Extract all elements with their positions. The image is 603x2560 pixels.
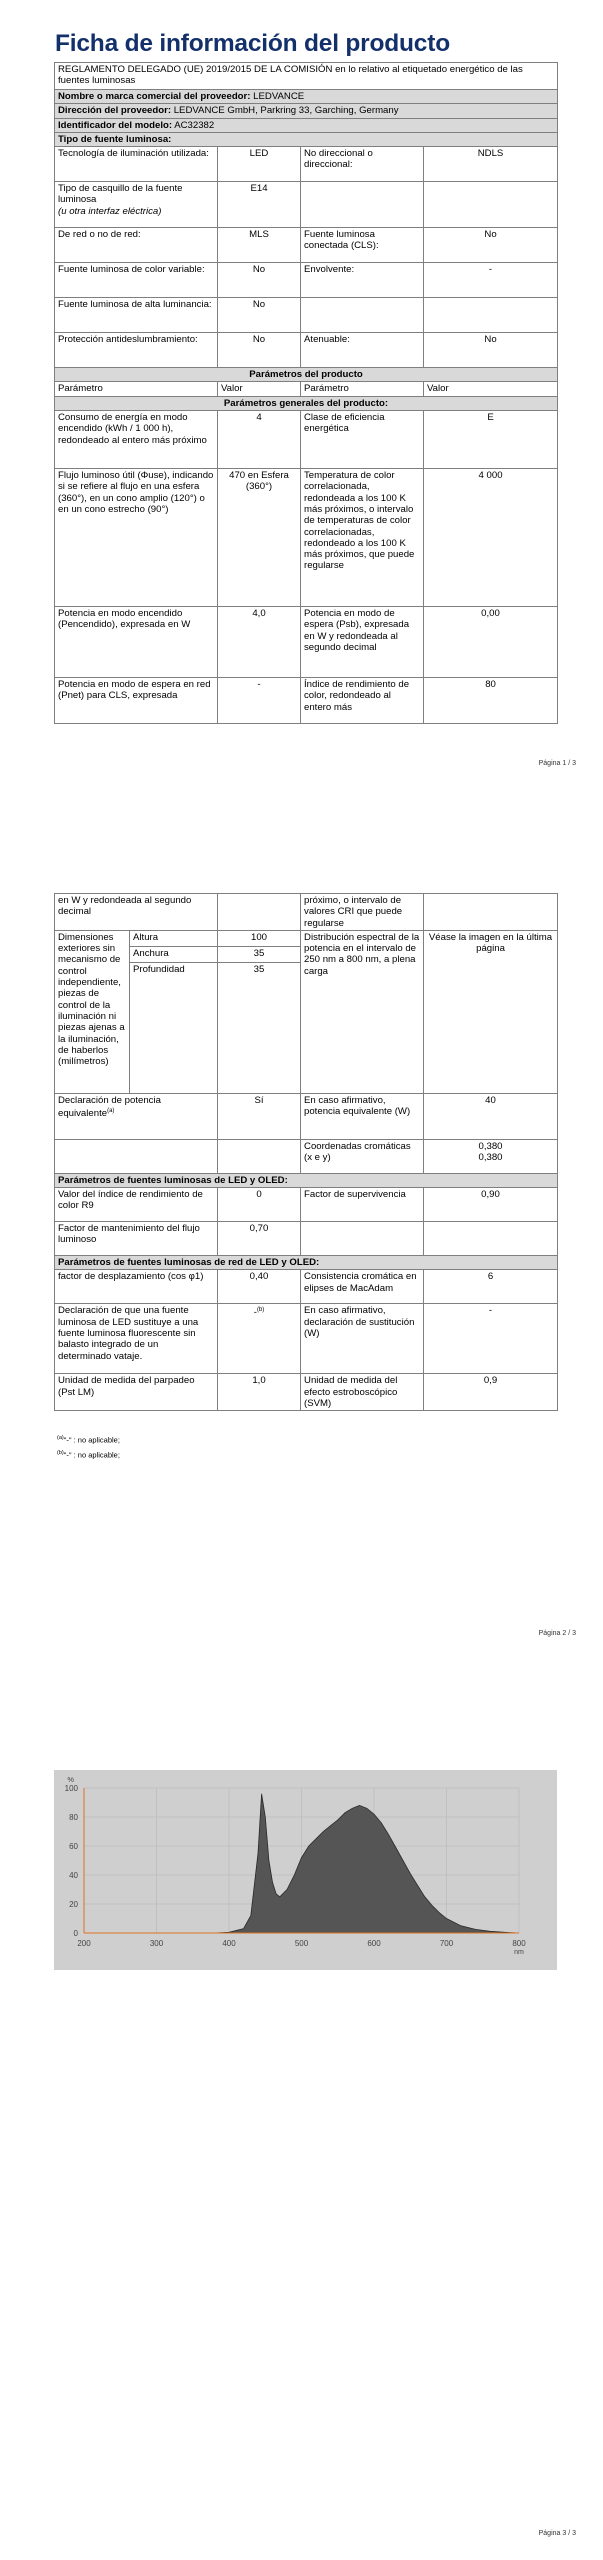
depth-label: Profundidad (130, 963, 218, 1093)
supplier-row: Nombre o marca comercial del proveedor: LEDVANCE (55, 90, 558, 104)
dimensions-row: Dimensiones exteriores sin mecanismo de control independiente, piezas de control de la iluminación ni piezas ajenas a la iluminación, de haberlos (milímetros) Altura 100 Distribución espectral de la potencia en el intervalo de 250 nm a 800 nm, a plena carga Véase la imagen en la última página (55, 930, 558, 946)
x-tick-label: 300 (149, 1939, 164, 1948)
page-number: Página 1 / 3 (538, 760, 576, 767)
page-number: Página 3 / 3 (538, 2530, 576, 2537)
footnote-b: $^{(b)}$"-" : no aplicable; (57, 1449, 120, 1459)
height-value: 100 (218, 930, 301, 946)
supplier-value: LEDVANCE (253, 91, 305, 102)
address-row: Dirección del proveedor: LEDVANCE GmbH, Parkring 33, Garching, Germany (55, 104, 558, 118)
type-row: Fuente luminosa de alta luminancia: No (55, 298, 558, 333)
x-tick-label: 800 (512, 1939, 526, 1948)
type-row: De red o no de red: MLS Fuente luminosa conectada (CLS): No (55, 228, 558, 263)
param-row: Flujo luminoso útil (Φuse), indicando si se refiere al flujo en una esfera (360°), en un cono amplio (120°) o en un cono estrecho (90°) 470 en Esfera (360°) Temperatura de color correlacionada, redondeada a los 100 K más próximos, o intervalo de temperaturas de color correlacionadas, redondeado a los 100 K más próximos, que puede regularse 4 000 (55, 469, 558, 607)
y-tick-label: 60 (69, 1842, 78, 1851)
light-source-type-header: Tipo de fuente luminosa: (55, 132, 558, 146)
params-column-headers: Parámetro Valor Parámetro Valor (55, 382, 558, 396)
product-info-table-continued (54, 893, 558, 1411)
x-tick-label: 600 (367, 1939, 381, 1948)
footnotes (57, 1432, 120, 1461)
param-row: Potencia en modo encendido (Pencendido), expresada en W 4,0 Potencia en modo de espera (Psb), expresada en W y redondeada al segundo decimal 0,00 (55, 607, 558, 678)
x-tick-label: 500 (294, 1939, 309, 1948)
document-title: Ficha de información del producto (55, 30, 450, 57)
x-tick-label: 200 (77, 1939, 91, 1948)
product-info-table (54, 62, 558, 724)
type-row: Tecnología de iluminación utilizada: LED No direccional o direccional: NDLS (55, 147, 558, 182)
x-tick-label: 700 (439, 1939, 454, 1948)
page-1 (0, 0, 603, 780)
general-params-header: Parámetros generales del producto: (55, 396, 558, 410)
model-value: AC32382 (174, 119, 215, 131)
spectral-power-chart (54, 1770, 557, 1970)
param-row: Unidad de medida del parpadeo (Pst LM) 1,0 Unidad de medida del efecto estroboscópico (SVM) 0,9 (55, 1374, 558, 1411)
y-tick-label: 0 (73, 1929, 78, 1938)
width-value: 35 (218, 947, 301, 963)
param-row: Valor del índice de rendimiento de color R9 0 Factor de supervivencia 0,90 (55, 1188, 558, 1222)
height-label: Altura (130, 930, 218, 946)
param-row: Coordenadas cromáticas (x e y) 0,380 0,380 (55, 1139, 558, 1173)
led-params-header: Parámetros de fuentes luminosas de LED y OLED: (55, 1173, 558, 1187)
x-tick-label: 400 (222, 1939, 236, 1948)
y-tick-label: 40 (69, 1871, 78, 1880)
y-axis-label: % (67, 1775, 74, 1784)
type-row: Protección antideslumbramiento: No Atenuable: No (55, 333, 558, 368)
param-row: Factor de mantenimiento del flujo luminoso 0,70 (55, 1222, 558, 1256)
y-tick-label: 20 (69, 1900, 78, 1909)
type-row: Tipo de casquillo de la fuente luminosa (u otra interfaz eléctrica) E14 (55, 182, 558, 228)
mains-led-params-header: Parámetros de fuentes luminosas de red de LED y OLED: (55, 1256, 558, 1270)
param-row: Declaración de que una fuente luminosa de LED sustituye a una fuente luminosa fluorescente sin balasto integrado de un determinado vataje. -$^{(b)}$ En caso afirmativo, declaración de sustitución (W) - (55, 1304, 558, 1374)
param-row: Potencia en modo de espera en red (Pnet) para CLS, expresada - Índice de rendimiento de color, redondeado al entero más 80 (55, 678, 558, 724)
product-params-header: Parámetros del producto (55, 368, 558, 382)
model-row: Identificador del modelo: AC32382 (55, 118, 558, 132)
param-row: en W y redondeada al segundo decimal próximo, o intervalo de valores CRI que puede regularse (55, 894, 558, 931)
x-axis-label: nm (514, 1949, 524, 1956)
param-row: Consumo de energía en modo encendido (kWh / 1 000 h), redondeado al entero más próximo 4 Clase de eficiencia energética E (55, 411, 558, 469)
page-number: Página 2 / 3 (538, 1630, 576, 1637)
y-tick-label: 100 (64, 1784, 78, 1793)
type-row: Fuente luminosa de color variable: No Envolvente: - (55, 263, 558, 298)
y-tick-label: 80 (69, 1813, 78, 1822)
width-label: Anchura (130, 947, 218, 963)
depth-value: 35 (218, 963, 301, 1093)
regulation-text: REGLAMENTO DELEGADO (UE) 2019/2015 DE LA COMISIÓN en lo relativo al etiquetado energético de las fuentes luminosas (55, 63, 558, 90)
footnote-a: $^{(a)}$"-" : no aplicable; (57, 1435, 120, 1445)
param-row: factor de desplazamiento (cos φ1) 0,40 Consistencia cromática en elipses de MacAdam 6 (55, 1270, 558, 1304)
address-value: LEDVANCE GmbH, Parkring 33, Garching, Germany (173, 105, 399, 117)
param-row: Declaración de potencia equivalente$^{(a)}$ Sí En caso afirmativo, potencia equivalente (W) 40 (55, 1093, 558, 1139)
